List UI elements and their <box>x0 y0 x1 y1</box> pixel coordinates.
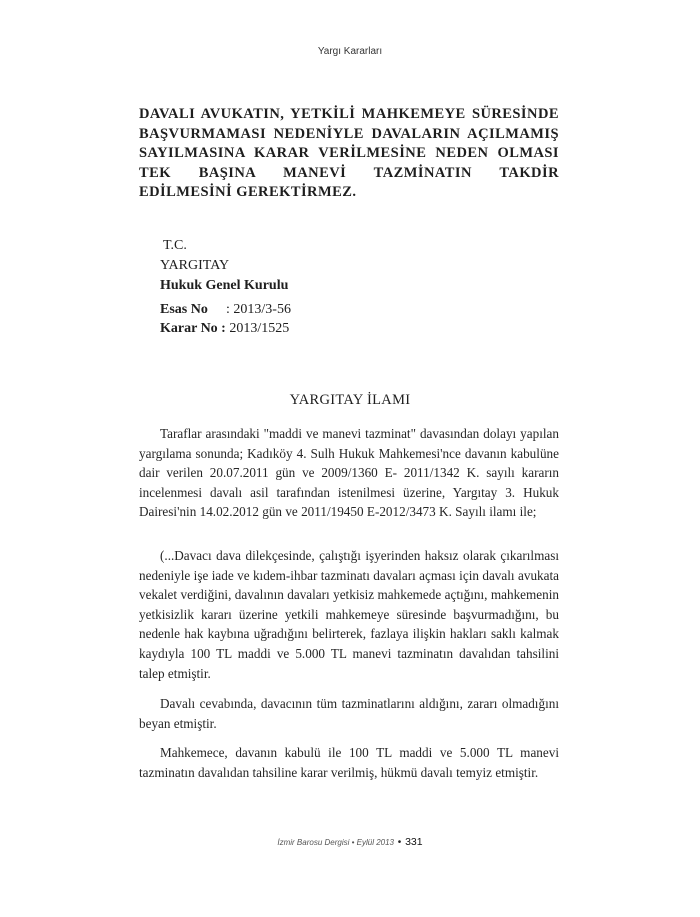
running-header: Yargı Kararları <box>317 46 383 57</box>
esas-label: Esas No <box>160 302 208 317</box>
karar-label: Karar No : <box>160 321 226 336</box>
paragraph-1: Taraflar arasındaki "maddi ve manevi tazminat" davasından dolayı yapılan yargılama sonunda; Kadıköy 4. Sulh Hukuk Mahkemesi'nce davanın kabulüne dair verilen 20.07.2011 gün ve 2009/1360 E- 2011/1342 K. sayılı kararın incelenmesi davalı asil tarafından istenilmesi üzerine, Yargıtay 3. Hukuk Dairesi'nin 14.02.2012 gün ve 2011/19450 E-2012/3473 K. Sayılı ilamı ile; <box>139 426 559 520</box>
karar-row <box>160 319 291 338</box>
court-name: YARGITAY <box>160 258 230 273</box>
journal-name: İzmir Barosu Dergisi • Eylül 2013 <box>277 838 394 847</box>
paragraph-4: Mahkemece, davanın kabulü ile 100 TL maddi ve 5.000 TL manevi tazminatın davalıdan tahsiline karar verilmiş, hükmü davalı temyiz etmiştir. <box>139 745 559 780</box>
court-block <box>160 236 288 296</box>
court-chamber: Hukuk Genel Kurulu <box>160 278 289 293</box>
court-country: T.C. <box>163 238 187 253</box>
karar-value: 2013/1525 <box>225 321 290 336</box>
page-footer <box>0 836 700 848</box>
paragraph-2: (...Davacı dava dilekçesinde, çalıştığı işyerinden haksız olarak çıkarılması nedeniyle işe iade ve kıdem-ihbar tazminatı davaları açması için davalı avukata vekalet verdiğini, davalının davaları yetkisiz mahkemede açtığını, mahkemenin yetkisizlik kararı üzerine yetkili mahkemeye süresinde başvurmadığını, bu nedenle hak kaybına uğradığını belirterek, fazlaya ilişkin hakları saklı kalmak kaydıyla 100 TL maddi ve 5.000 TL manevi tazminatın davalıdan tahsilini talep etmiştir. <box>139 548 559 681</box>
decision-headline: DAVALI AVUKATIN, YETKİLİ MAHKEMEYE SÜRESİNDE BAŞVURMAMASI NEDENİYLE DAVALARIN AÇILMAMIŞ SAYILMASINA KARAR VERİLMESİNE NEDEN OLMASI TEK BAŞINA MANEVİ TAZMİNATIN TAKDİR EDİLMESİNİ GEREKTİRMEZ. <box>139 106 559 200</box>
decision-title: YARGITAY İLAMI <box>289 392 411 408</box>
footer-bullet: • <box>397 837 402 848</box>
page-number: 331 <box>405 836 423 848</box>
esas-row <box>160 300 291 319</box>
case-numbers <box>160 300 291 338</box>
esas-value: : 2013/3-56 <box>226 302 291 317</box>
paragraph-3: Davalı cevabında, davacının tüm tazminatlarını aldığını, zararı olmadığını beyan etmiştir. <box>139 696 559 731</box>
